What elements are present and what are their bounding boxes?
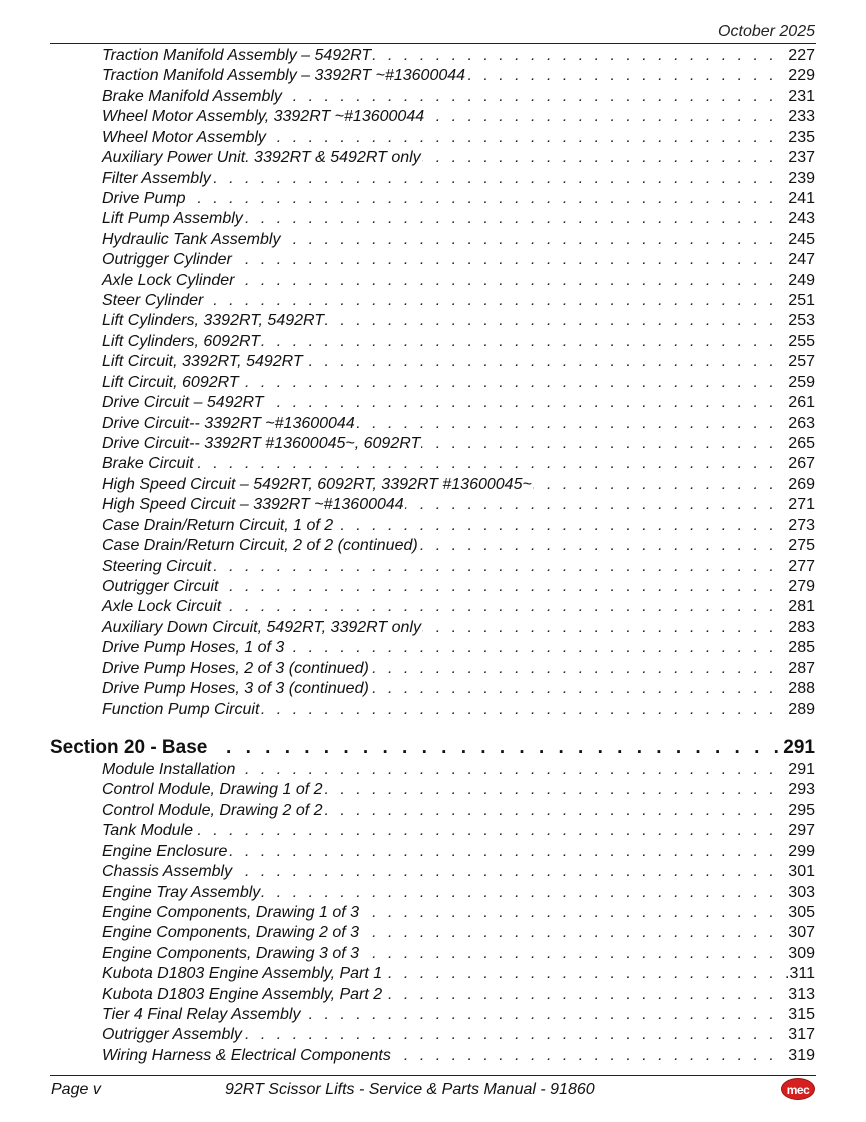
toc-entry-title: Auxiliary Down Circuit, 5492RT, 3392RT only xyxy=(102,618,422,638)
toc-entry[interactable] xyxy=(0,638,866,658)
toc-entry[interactable] xyxy=(0,1025,866,1045)
toc-entry-title: Control Module, Drawing 1 of 2 xyxy=(102,780,324,800)
toc-entry-page: 303 xyxy=(786,883,815,903)
toc-entry[interactable] xyxy=(0,597,866,617)
toc-entry-page: 287 xyxy=(786,659,815,679)
toc-entry-page: 279 xyxy=(786,577,815,597)
toc-entry-page: 281 xyxy=(786,597,815,617)
toc-entry[interactable] xyxy=(0,618,866,638)
toc-entry-title: Traction Manifold Assembly – 5492RT xyxy=(102,46,372,66)
toc-entry-page: 231 xyxy=(786,87,815,107)
toc-entry[interactable] xyxy=(0,311,866,331)
toc-entry[interactable] xyxy=(0,659,866,679)
toc-entry-title: Lift Circuit, 6092RT xyxy=(102,373,240,393)
toc-entry-title: Axle Lock Cylinder xyxy=(102,271,236,291)
toc-entry[interactable] xyxy=(0,393,866,413)
footer-page-label: Page v xyxy=(51,1081,101,1098)
toc-entry-page: 293 xyxy=(786,780,815,800)
toc-entry[interactable] xyxy=(0,332,866,352)
header-date: October 2025 xyxy=(718,23,815,40)
toc-entry-title: Wheel Motor Assembly, 3392RT ~#13600044 xyxy=(102,107,425,127)
toc-entry-page: 227 xyxy=(786,46,815,66)
toc-entry[interactable] xyxy=(0,577,866,597)
toc-entry-title: Engine Components, Drawing 3 of 3 xyxy=(102,944,360,964)
toc-entry-page: 257 xyxy=(786,352,815,372)
toc-entry-title: Steering Circuit xyxy=(102,557,212,577)
toc-entry-page: 305 xyxy=(786,903,815,923)
toc-entry-title: Function Pump Circuit xyxy=(102,700,260,720)
toc-entry-page: .311 xyxy=(783,964,815,984)
toc-entry[interactable] xyxy=(0,291,866,311)
toc-entry-title: Wiring Harness & Electrical Components xyxy=(102,1046,392,1066)
mec-logo: mec xyxy=(781,1078,815,1100)
toc-entry[interactable] xyxy=(0,780,866,800)
toc-entry-title: Kubota D1803 Engine Assembly, Part 1 xyxy=(102,964,383,984)
toc-entry[interactable] xyxy=(0,985,866,1005)
toc-entry-page: 245 xyxy=(786,230,815,250)
toc-entry-title: Drive Circuit-- 3392RT ~#13600044 xyxy=(102,414,356,434)
toc-entry[interactable] xyxy=(0,516,866,536)
toc-entry[interactable] xyxy=(0,883,866,903)
toc-entry-page: 237 xyxy=(786,148,815,168)
toc-entry-title: Lift Pump Assembly xyxy=(102,209,244,229)
toc-entry-page: 267 xyxy=(786,454,815,474)
toc-entry-title: Outrigger Circuit xyxy=(102,577,219,597)
toc-entry-title: Engine Components, Drawing 1 of 3 xyxy=(102,903,360,923)
toc-entry[interactable] xyxy=(0,169,866,189)
toc-entry-page: 243 xyxy=(786,209,815,229)
toc-entry[interactable] xyxy=(0,475,866,495)
toc-entry[interactable] xyxy=(0,352,866,372)
toc-entry[interactable] xyxy=(0,964,866,984)
toc-entry[interactable] xyxy=(0,46,866,66)
toc-entry[interactable] xyxy=(0,700,866,720)
toc-entry-title: Outrigger Assembly xyxy=(102,1025,243,1045)
section-title: Section 20 - Base xyxy=(50,736,211,760)
toc-entry-title: Module Installation xyxy=(102,760,236,780)
toc-entry-page: 249 xyxy=(786,271,815,291)
toc-entry[interactable] xyxy=(0,209,866,229)
toc-entry-page: 315 xyxy=(786,1005,815,1025)
toc-entry-page: 247 xyxy=(786,250,815,270)
toc-entry-page: 288 xyxy=(786,679,815,699)
toc-entry[interactable] xyxy=(0,454,866,474)
toc-entry[interactable] xyxy=(0,903,866,923)
toc-entry-title: Engine Tray Assembly xyxy=(102,883,261,903)
toc-entry-title: High Speed Circuit – 3392RT ~#13600044 xyxy=(102,495,405,515)
toc-entry[interactable] xyxy=(0,821,866,841)
toc-entry-page: 301 xyxy=(786,862,815,882)
toc-list-part1 xyxy=(0,46,866,720)
toc-entry-page: 263 xyxy=(786,414,815,434)
toc-entry-page: 307 xyxy=(786,923,815,943)
toc-entry[interactable] xyxy=(0,189,866,209)
toc-entry-page: 309 xyxy=(786,944,815,964)
toc-entry-page: 271 xyxy=(786,495,815,515)
toc-entry-title: Drive Pump Hoses, 2 of 3 (continued) xyxy=(102,659,370,679)
toc-entry-title: Traction Manifold Assembly – 3392RT ~#13600044 xyxy=(102,66,466,86)
toc-entry-page: 265 xyxy=(786,434,815,454)
toc-entry-title: Steer Cylinder xyxy=(102,291,204,311)
dot-leader xyxy=(102,821,796,841)
toc-entry-page: 235 xyxy=(786,128,815,148)
toc-entry-title: Lift Cylinders, 6092RT xyxy=(102,332,261,352)
toc-entry-title: Drive Circuit – 5492RT xyxy=(102,393,265,413)
section-heading[interactable] xyxy=(0,736,866,760)
toc-entry[interactable] xyxy=(0,230,866,250)
toc-entry[interactable] xyxy=(0,679,866,699)
toc-entry[interactable] xyxy=(0,250,866,270)
toc-entry[interactable] xyxy=(0,271,866,291)
toc-entry-page: 239 xyxy=(786,169,815,189)
toc-entry-title: Kubota D1803 Engine Assembly, Part 2 xyxy=(102,985,383,1005)
toc-entry-title: Drive Pump Hoses, 1 of 3 xyxy=(102,638,285,658)
toc-entry-page: 259 xyxy=(786,373,815,393)
toc-entry-title: Engine Enclosure xyxy=(102,842,228,862)
toc-entry-title: Drive Circuit-- 3392RT #13600045~, 6092RT xyxy=(102,434,421,454)
dot-leader xyxy=(102,291,796,311)
toc-entry-page: 233 xyxy=(786,107,815,127)
toc-entry[interactable] xyxy=(0,414,866,434)
toc-entry[interactable] xyxy=(0,1005,866,1025)
toc-entry-title: Brake Manifold Assembly xyxy=(102,87,283,107)
toc-entry-title: Auxiliary Power Unit. 3392RT & 5492RT only xyxy=(102,148,422,168)
toc-entry-title: Outrigger Cylinder xyxy=(102,250,233,270)
toc-list-part2 xyxy=(0,760,866,1066)
toc-entry-title: Lift Cylinders, 3392RT, 5492RT xyxy=(102,311,325,331)
toc-entry[interactable] xyxy=(0,148,866,168)
section-page-number: 291 xyxy=(783,737,815,758)
toc-entry-page: 283 xyxy=(786,618,815,638)
toc-entry-page: 253 xyxy=(786,311,815,331)
toc-entry-page: 297 xyxy=(786,821,815,841)
toc-entry-page: 261 xyxy=(786,393,815,413)
toc-entry[interactable] xyxy=(0,495,866,515)
toc-entry-page: 273 xyxy=(786,516,815,536)
dot-leader xyxy=(102,454,796,474)
toc-entry-page: 277 xyxy=(786,557,815,577)
toc-entry[interactable] xyxy=(0,862,866,882)
toc-entry[interactable] xyxy=(0,801,866,821)
toc-entry-title: Wheel Motor Assembly xyxy=(102,128,267,148)
toc-entry[interactable] xyxy=(0,128,866,148)
toc-entry[interactable] xyxy=(0,557,866,577)
toc-entry-title: High Speed Circuit – 5492RT, 6092RT, 3392RT #13600045~ xyxy=(102,475,533,495)
footer xyxy=(0,1080,866,1100)
dot-leader xyxy=(102,189,796,209)
toc-entry-title: Tank Module xyxy=(102,821,194,841)
toc-entry-title: Axle Lock Circuit xyxy=(102,597,222,617)
toc-entry-title: Drive Pump Hoses, 3 of 3 (continued) xyxy=(102,679,370,699)
top-rule xyxy=(50,43,816,44)
toc-entry-title: Brake Circuit xyxy=(102,454,195,474)
toc-entry[interactable] xyxy=(0,66,866,86)
toc-entry[interactable] xyxy=(0,944,866,964)
toc-entry-page: 229 xyxy=(786,66,815,86)
bottom-rule xyxy=(50,1075,816,1076)
toc-entry[interactable] xyxy=(0,923,866,943)
toc-entry-page: 275 xyxy=(786,536,815,556)
toc-entry-title: Engine Components, Drawing 2 of 3 xyxy=(102,923,360,943)
toc-entry-page: 289 xyxy=(786,700,815,720)
toc-entry-title: Control Module, Drawing 2 of 2 xyxy=(102,801,324,821)
toc-entry[interactable] xyxy=(0,842,866,862)
toc-entry[interactable] xyxy=(0,87,866,107)
toc-entry[interactable] xyxy=(0,373,866,393)
toc-entry[interactable] xyxy=(0,107,866,127)
footer-manual-title: 92RT Scissor Lifts - Service & Parts Manual - 91860 xyxy=(225,1081,595,1098)
toc-entry-title: Case Drain/Return Circuit, 2 of 2 (continued) xyxy=(102,536,419,556)
toc-entry-page: 291 xyxy=(786,760,815,780)
toc-entry-page: 255 xyxy=(786,332,815,352)
toc-entry-page: 285 xyxy=(786,638,815,658)
toc-entry[interactable] xyxy=(0,434,866,454)
toc-entry-title: Filter Assembly xyxy=(102,169,212,189)
toc-entry-page: 299 xyxy=(786,842,815,862)
toc-entry[interactable] xyxy=(0,536,866,556)
toc-entry[interactable] xyxy=(0,1046,866,1066)
toc-entry-title: Drive Pump xyxy=(102,189,187,209)
toc-entry-title: Chassis Assembly xyxy=(102,862,233,882)
toc-entry-title: Hydraulic Tank Assembly xyxy=(102,230,281,250)
toc-entry-page: 251 xyxy=(786,291,815,311)
toc-entry[interactable] xyxy=(0,760,866,780)
toc-entry-page: 295 xyxy=(786,801,815,821)
toc-entry-title: Lift Circuit, 3392RT, 5492RT xyxy=(102,352,304,372)
toc-entry-page: 241 xyxy=(786,189,815,209)
toc-entry-title: Case Drain/Return Circuit, 1 of 2 xyxy=(102,516,334,536)
toc-entry-page: 319 xyxy=(786,1046,815,1066)
toc-entry-page: 269 xyxy=(786,475,815,495)
toc-entry-page: 313 xyxy=(786,985,815,1005)
toc-entry-title: Tier 4 Final Relay Assembly xyxy=(102,1005,301,1025)
toc-entry-page: 317 xyxy=(786,1025,815,1045)
